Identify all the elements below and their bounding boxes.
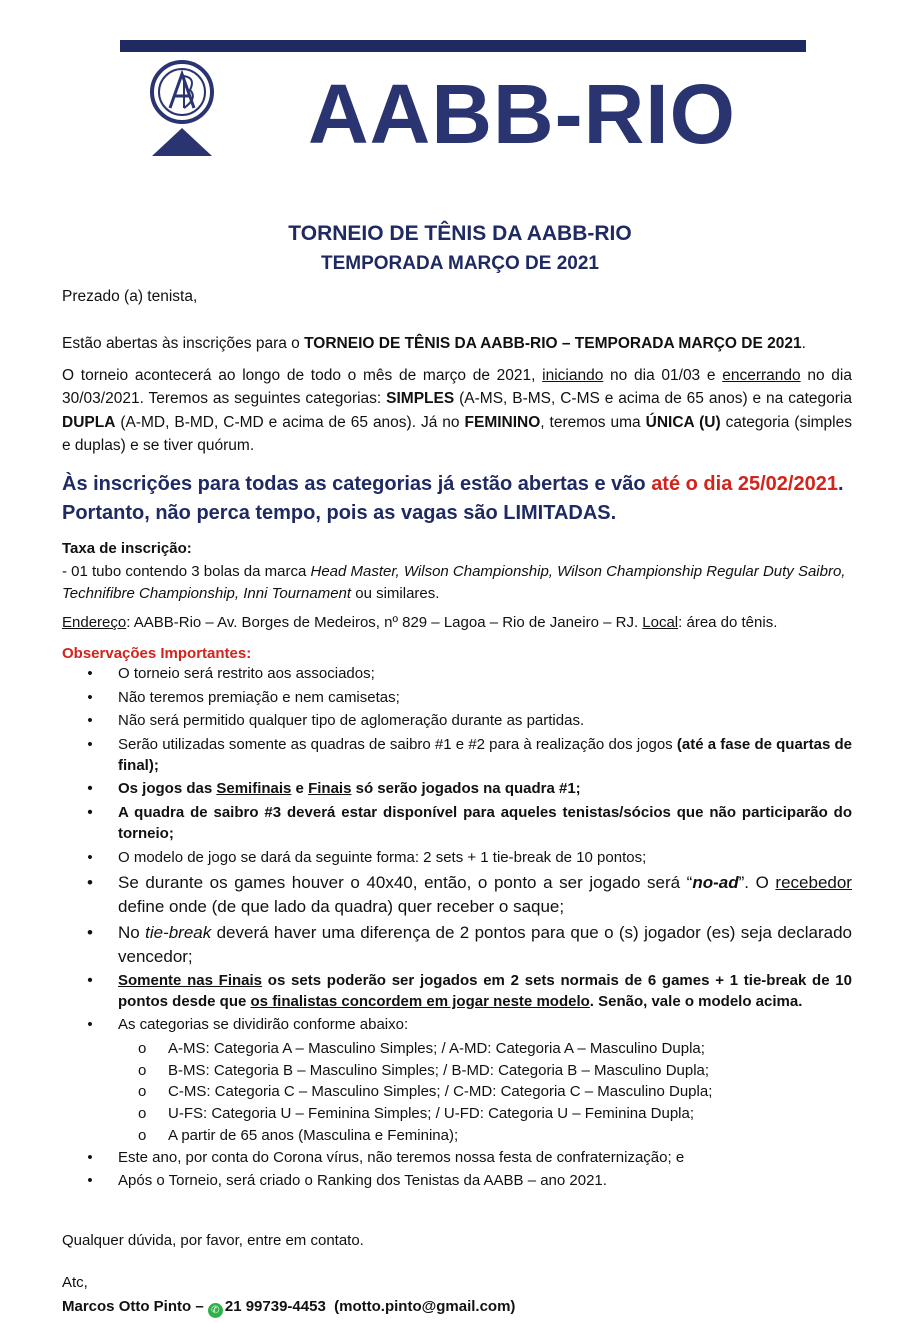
whatsapp-icon: ✆ (208, 1303, 223, 1318)
details-paragraph: O torneio acontecerá ao longo de todo o mês de março de 2021, iniciando no dia 01/03 e encerrando no dia 30/03/2021. Teremos as seguintes categorias: SIMPLES (A-MS, B-MS, C-MS e acima de 65 anos) e na categoria DUPLA (A-MD, B-MD, C-MD e acima de 65 anos). Já no FEMININO, teremos uma ÚNICA (U) categoria (simples e duplas) e se tiver quórum. (62, 367, 852, 454)
list-item: • As categorias se dividirão conforme abaixo: (87, 1016, 409, 1034)
list-item: • Se durante os games houver o 40x40, então, o ponto a ser jogado será “no-ad”. O recebedor define onde (de que lado da quadra) quer receber o saque; (87, 873, 852, 916)
fee-text: - 01 tubo contendo 3 bolas da marca Head Master, Wilson Championship, Wilson Championship Regular Duty Saibro, Technifibre Championship, Inni Tournament ou similares. (62, 562, 846, 602)
document-title: TORNEIO DE TÊNIS DA AABB-RIO (288, 222, 632, 245)
aabb-logo (148, 58, 216, 158)
list-item: • Somente nas Finais os sets poderão ser jogados em 2 sets normais de 6 games + 1 tie-break de 10 pontos desde que os finalistas concordem em jogar neste modelo. Senão, vale o modelo acima. (87, 972, 852, 1010)
observations-heading: Observações Importantes: (62, 645, 252, 662)
list-subitem: o B-MS: Categoria B – Masculino Simples; / B-MD: Categoria B – Masculino Dupla; (138, 1061, 710, 1079)
list-item: • Este ano, por conta do Corona vírus, não teremos nossa festa de confraternização; e (87, 1148, 685, 1166)
list-subitem: o C-MS: Categoria C – Masculino Simples; / C-MD: Categoria C – Masculino Dupla; (138, 1083, 713, 1101)
address-line: Endereço: AABB-Rio – Av. Borges de Medeiros, nº 829 – Lagoa – Rio de Janeiro – RJ. Local: área do tênis. (62, 614, 778, 631)
list-item: • No tie-break deverá haver uma diferença de 2 pontos para que o (s) jogador (es) seja declarado vencedor; (87, 923, 852, 966)
list-item: • O modelo de jogo se dará da seguinte forma: 2 sets + 1 tie-break de 10 pontos; (87, 848, 647, 866)
list-item: • Após o Torneio, será criado o Ranking dos Tenistas da AABB – ano 2021. (87, 1172, 607, 1190)
observations-list (62, 664, 852, 1195)
sign-off: Atc, (62, 1274, 88, 1291)
document-subtitle: TEMPORADA MARÇO DE 2021 (320, 253, 599, 274)
list-subitem: o U-FS: Categoria U – Feminina Simples; / U-FD: Categoria U – Feminina Dupla; (138, 1105, 695, 1123)
fee-heading: Taxa de inscrição: (62, 540, 192, 557)
list-item: • Não teremos premiação e nem camisetas; (87, 688, 400, 706)
list-item: • Serão utilizadas somente as quadras de saibro #1 e #2 para à realização dos jogos (até a fase de quartas de final); (87, 736, 853, 774)
signer-name: Marcos Otto Pinto – (62, 1298, 208, 1315)
list-item: • A quadra de saibro #3 deverá estar disponível para aqueles tenistas/sócios que não participarão do torneio; (87, 804, 852, 842)
list-subitem: o A partir de 65 anos (Masculina e Feminina); (138, 1126, 459, 1144)
closing-line: Qualquer dúvida, por favor, entre em contato. (62, 1232, 364, 1249)
list-item: • Os jogos das Semifinais e Finais só serão jogados na quadra #1; (87, 780, 581, 798)
brand-name: AABB-RIO (308, 67, 736, 161)
header-bar (120, 40, 806, 52)
list-subitem: o A-MS: Categoria A – Masculino Simples; / A-MD: Categoria A – Masculino Dupla; (138, 1040, 705, 1058)
greeting: Prezado (a) tenista, (62, 288, 198, 305)
list-item: • Não será permitido qualquer tipo de aglomeração durante as partidas. (87, 712, 585, 730)
email-link[interactable]: (motto.pinto@gmail.com) (334, 1298, 516, 1315)
list-item: • O torneio será restrito aos associados; (87, 665, 375, 682)
registration-notice: Às inscrições para todas as categorias já estão abertas e vão até o dia 25/02/2021. Portanto, não perca tempo, pois as vagas são LIMITADAS. (62, 473, 844, 524)
fee-section (62, 538, 852, 606)
signature-line (62, 1296, 852, 1319)
phone-number[interactable]: 21 99739-4453 (224, 1298, 326, 1315)
intro-paragraph: Estão abertas às inscrições para o TORNEIO DE TÊNIS DA AABB-RIO – TEMPORADA MARÇO DE 2021. (62, 335, 806, 352)
